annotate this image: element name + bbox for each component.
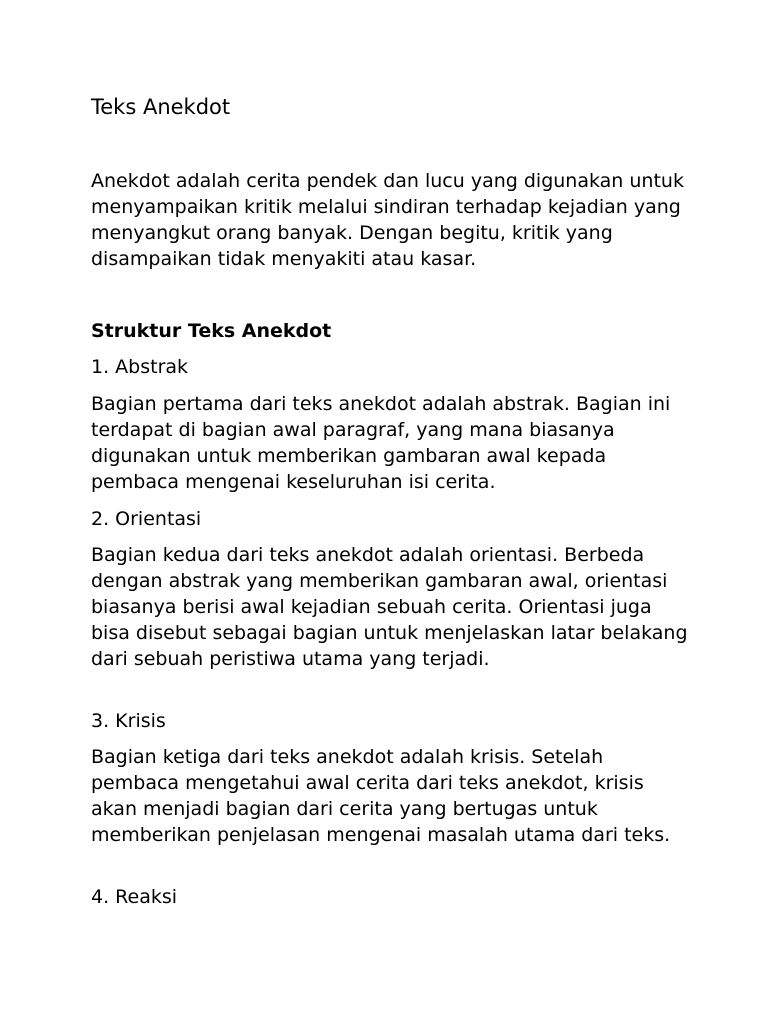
intro-paragraph: Anekdot adalah cerita pendek dan lucu yang digunakan untuk menyampaikan kritik melalui sindiran terhadap kejadian yang menyangkut orang banyak. Dengan begitu, kritik yang disampaikan tidak menyakiti atau kasar. bbox=[91, 170, 684, 270]
item-heading-orientasi: 2. Orientasi bbox=[91, 508, 202, 530]
document-title: Teks Anekdot bbox=[91, 95, 231, 119]
item-text-orientasi: Bagian kedua dari teks anekdot adalah orientasi. Berbeda dengan abstrak yang memberikan gambaran awal, orientasi biasanya berisi awal kejadian sebuah cerita. Orientasi juga bisa disebut sebagai bagian untuk menjelaskan latar belakang dari sebuah peristiwa utama yang terjadi. bbox=[91, 544, 688, 670]
item-text-krisis: Bagian ketiga dari teks anekdot adalah krisis. Setelah pembaca mengetahui awal cerita dari teks anekdot, krisis akan menjadi bagian dari cerita yang bertugas untuk memberikan penjelasan mengenai masalah utama dari teks. bbox=[91, 746, 671, 846]
item-heading-krisis: 3. Krisis bbox=[91, 710, 166, 732]
section-heading: Struktur Teks Anekdot bbox=[91, 320, 332, 342]
item-text-abstrak: Bagian pertama dari teks anekdot adalah abstrak. Bagian ini terdapat di bagian awal paragraf, yang mana biasanya digunakan untuk memberikan gambaran awal kepada pembaca mengenai keseluruhan isi cerita. bbox=[91, 393, 671, 493]
item-heading-abstrak: 1. Abstrak bbox=[91, 356, 189, 378]
item-heading-reaksi: 4. Reaksi bbox=[91, 886, 178, 908]
